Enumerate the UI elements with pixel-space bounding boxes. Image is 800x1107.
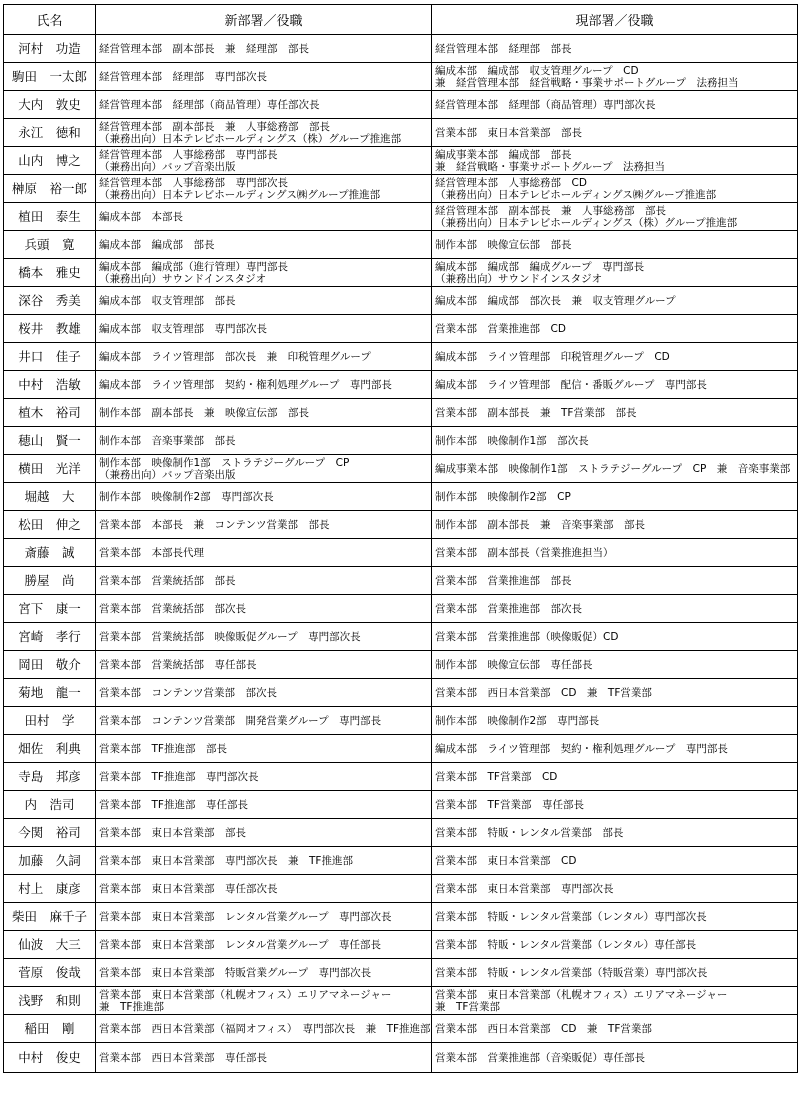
current-position-line: 経営管理本部 経理部 部長 [435, 42, 572, 55]
employee-name: 内 浩司 [4, 791, 96, 819]
employee-name: 勝屋 尚 [4, 567, 96, 595]
header-new-position: 新部署／役職 [96, 5, 432, 35]
new-position-line: 経営管理本部 副本部長 兼 人事総務部 部長 [99, 120, 330, 133]
current-position-cell [432, 539, 798, 567]
current-position-line: 編成本部 編成部 収支管理グループ CD [435, 64, 639, 77]
table-row [4, 175, 798, 203]
employee-name: 兵頭 寛 [4, 231, 96, 259]
current-position-cell [432, 63, 798, 91]
table-row [4, 987, 798, 1015]
table-row [4, 455, 798, 483]
current-position-line: 営業本部 営業推進部 部次長 [435, 602, 582, 615]
current-position-line: 制作本部 映像宣伝部 部長 [435, 238, 572, 251]
new-position-line: 制作本部 副本部長 兼 映像宣伝部 部長 [99, 406, 309, 419]
new-position-cell [96, 399, 432, 427]
current-position-line: 制作本部 映像宣伝部 専任部長 [435, 658, 593, 671]
current-position-line: 編成本部 ライツ管理部 契約・権利処理グループ 専門部長 [435, 742, 728, 755]
current-position-line: 営業本部 西日本営業部 CD 兼 TF営業部 [435, 1022, 652, 1035]
new-position-line: （兼務出向）日本テレビホールディングス（株）グループ推進部 [99, 132, 402, 145]
new-position-line: 経営管理本部 人事総務部 専門部長 [99, 148, 278, 161]
new-position-line: 営業本部 西日本営業部 専任部長 [99, 1051, 267, 1064]
current-position-cell [432, 91, 798, 119]
current-position-line: 経営管理本部 副本部長 兼 人事総務部 部長 [435, 204, 666, 217]
employee-name: 橋本 雅史 [4, 259, 96, 287]
new-position-line: （兼務出向）日本テレビホールディングス㈱グループ推進部 [99, 188, 381, 201]
employee-name: 菊地 龍一 [4, 679, 96, 707]
employee-name: 稲田 剛 [4, 1015, 96, 1043]
new-position-line: 経営管理本部 経理部（商品管理）専任部次長 [99, 98, 320, 111]
current-position-line: 兼 経営戦略・事業サポートグループ 法務担当 [435, 160, 665, 173]
table-row [4, 791, 798, 819]
new-position-line: 営業本部 コンテンツ営業部 部次長 [99, 686, 277, 699]
current-position-line: 編成本部 ライツ管理部 印税管理グループ CD [435, 350, 670, 363]
table-row [4, 735, 798, 763]
new-position-cell [96, 231, 432, 259]
personnel-table [3, 4, 798, 1073]
new-position-line: 制作本部 映像制作2部 専門部次長 [99, 490, 274, 503]
current-position-line: 営業本部 TF営業部 専任部長 [435, 798, 584, 811]
table-row [4, 91, 798, 119]
new-position-cell [96, 679, 432, 707]
table-row [4, 623, 798, 651]
employee-name: 駒田 一太郎 [4, 63, 96, 91]
personnel-sheet [3, 4, 798, 1073]
new-position-line: 営業本部 TF推進部 専任部長 [99, 798, 248, 811]
current-position-line: 営業本部 TF営業部 CD [435, 770, 558, 783]
table-row [4, 595, 798, 623]
current-position-cell [432, 875, 798, 903]
new-position-line: 編成本部 ライツ管理部 契約・権利処理グループ 専門部長 [99, 378, 392, 391]
current-position-line: 制作本部 映像制作2部 専門部長 [435, 714, 600, 727]
current-position-line: 営業本部 東日本営業部 部長 [435, 126, 582, 139]
current-position-cell [432, 259, 798, 287]
employee-name: 桜井 教雄 [4, 315, 96, 343]
current-position-cell [432, 623, 798, 651]
employee-name: 深谷 秀美 [4, 287, 96, 315]
current-position-line: 営業本部 営業推進部 CD [435, 322, 566, 335]
current-position-cell [432, 1015, 798, 1043]
table-row [4, 1043, 798, 1073]
new-position-line: 営業本部 営業統括部 部長 [99, 574, 236, 587]
table-row [4, 903, 798, 931]
current-position-cell [432, 931, 798, 959]
current-position-cell [432, 175, 798, 203]
current-position-line: 兼 TF営業部 [435, 1000, 500, 1013]
employee-name: 中村 浩敏 [4, 371, 96, 399]
new-position-line: 営業本部 TF推進部 専門部次長 [99, 770, 259, 783]
new-position-cell [96, 147, 432, 175]
new-position-cell [96, 315, 432, 343]
new-position-cell [96, 35, 432, 63]
new-position-line: （兼務出向）サウンドインスタジオ [99, 272, 267, 285]
current-position-line: 営業本部 西日本営業部 CD 兼 TF営業部 [435, 686, 652, 699]
header-name: 氏名 [4, 5, 96, 35]
table-row [4, 847, 798, 875]
employee-name: 田村 学 [4, 707, 96, 735]
table-row [4, 315, 798, 343]
employee-name: 菅原 俊哉 [4, 959, 96, 987]
current-position-cell [432, 679, 798, 707]
new-position-cell [96, 791, 432, 819]
current-position-line: 営業本部 営業推進部（音楽販促）専任部長 [435, 1051, 645, 1064]
employee-name: 宮崎 孝行 [4, 623, 96, 651]
employee-name: 加藤 久詞 [4, 847, 96, 875]
new-position-cell [96, 623, 432, 651]
new-position-line: 経営管理本部 経理部 専門部次長 [99, 70, 267, 83]
table-row [4, 427, 798, 455]
current-position-cell [432, 707, 798, 735]
current-position-line: 編成事業本部 編成部 部長 [435, 148, 572, 161]
employee-name: 大内 敦史 [4, 91, 96, 119]
employee-name: 斎藤 誠 [4, 539, 96, 567]
table-row [4, 763, 798, 791]
new-position-cell [96, 1015, 432, 1043]
new-position-line: 営業本部 東日本営業部 レンタル営業グループ 専任部長 [99, 938, 381, 951]
new-position-line: 営業本部 西日本営業部（福岡オフィス） 専門部次長 兼 TF推進部 [99, 1022, 431, 1035]
current-position-cell [432, 819, 798, 847]
table-row [4, 371, 798, 399]
new-position-line: 営業本部 東日本営業部（札幌オフィス）エリアマネージャー [99, 988, 392, 1001]
new-position-cell [96, 847, 432, 875]
current-position-cell [432, 371, 798, 399]
current-position-line: 営業本部 特販・レンタル営業部 部長 [435, 826, 624, 839]
current-position-line: 営業本部 営業推進部（映像販促）CD [435, 630, 619, 643]
employee-name: 植田 泰生 [4, 203, 96, 231]
employee-name: 畑佐 利典 [4, 735, 96, 763]
new-position-cell [96, 511, 432, 539]
table-row [4, 63, 798, 91]
new-position-line: 営業本部 本部長 兼 コンテンツ営業部 部長 [99, 518, 330, 531]
employee-name: 松田 伸之 [4, 511, 96, 539]
new-position-line: 編成本部 本部長 [99, 210, 183, 223]
new-position-line: 営業本部 本部長代理 [99, 546, 204, 559]
current-position-line: 制作本部 映像制作1部 部次長 [435, 434, 589, 447]
header-current-position: 現部署／役職 [432, 5, 798, 35]
current-position-cell [432, 399, 798, 427]
header-row [4, 5, 798, 35]
new-position-cell [96, 539, 432, 567]
new-position-cell [96, 567, 432, 595]
table-row [4, 1015, 798, 1043]
new-position-cell [96, 763, 432, 791]
current-position-cell [432, 343, 798, 371]
new-position-cell [96, 707, 432, 735]
table-row [4, 651, 798, 679]
table-row [4, 119, 798, 147]
new-position-line: 編成本部 収支管理部 専門部次長 [99, 322, 267, 335]
new-position-line: 経営管理本部 人事総務部 専門部次長 [99, 176, 288, 189]
current-position-cell [432, 203, 798, 231]
current-position-line: 制作本部 映像制作2部 CP [435, 490, 571, 503]
current-position-cell [432, 763, 798, 791]
new-position-line: 経営管理本部 副本部長 兼 経理部 部長 [99, 42, 309, 55]
employee-name: 横田 光洋 [4, 455, 96, 483]
new-position-line: 営業本部 東日本営業部 レンタル営業グループ 専門部次長 [99, 910, 392, 923]
current-position-cell [432, 35, 798, 63]
current-position-cell [432, 595, 798, 623]
table-row [4, 147, 798, 175]
new-position-cell [96, 287, 432, 315]
current-position-cell [432, 511, 798, 539]
new-position-cell [96, 63, 432, 91]
table-row [4, 259, 798, 287]
table-row [4, 287, 798, 315]
employee-name: 仙波 大三 [4, 931, 96, 959]
new-position-cell [96, 959, 432, 987]
current-position-cell [432, 287, 798, 315]
current-position-line: 営業本部 副本部長 兼 TF営業部 部長 [435, 406, 637, 419]
employee-name: 中村 俊史 [4, 1043, 96, 1073]
current-position-line: 経営管理本部 経理部（商品管理）専門部次長 [435, 98, 656, 111]
employee-name: 河村 功造 [4, 35, 96, 63]
employee-name: 山内 博之 [4, 147, 96, 175]
new-position-cell [96, 483, 432, 511]
current-position-line: （兼務出向）日本テレビホールディングス（株）グループ推進部 [435, 216, 738, 229]
current-position-cell [432, 315, 798, 343]
current-position-line: （兼務出向）日本テレビホールディングス㈱グループ推進部 [435, 188, 717, 201]
new-position-cell [96, 819, 432, 847]
new-position-line: 編成本部 編成部（進行管理）専門部長 [99, 260, 288, 273]
current-position-cell [432, 987, 798, 1015]
new-position-line: 営業本部 東日本営業部 専門部次長 兼 TF推進部 [99, 854, 353, 867]
table-row [4, 959, 798, 987]
new-position-cell [96, 875, 432, 903]
current-position-line: 営業本部 特販・レンタル営業部（レンタル）専任部長 [435, 938, 697, 951]
current-position-cell [432, 231, 798, 259]
new-position-line: 編成本部 ライツ管理部 部次長 兼 印税管理グループ [99, 350, 371, 363]
new-position-cell [96, 987, 432, 1015]
new-position-line: （兼務出向）バップ音楽出版 [99, 160, 236, 173]
current-position-cell [432, 1043, 798, 1073]
table-row [4, 679, 798, 707]
current-position-line: 編成本部 編成部 編成グループ 専門部長 [435, 260, 645, 273]
current-position-line: 営業本部 東日本営業部 専門部次長 [435, 882, 614, 895]
table-row [4, 707, 798, 735]
current-position-line: 経営管理本部 人事総務部 CD [435, 176, 587, 189]
table-row [4, 539, 798, 567]
current-position-line: 営業本部 営業推進部 部長 [435, 574, 572, 587]
new-position-line: 営業本部 営業統括部 部次長 [99, 602, 246, 615]
new-position-line: 営業本部 東日本営業部 部長 [99, 826, 246, 839]
table-row [4, 819, 798, 847]
employee-name: 村上 康彦 [4, 875, 96, 903]
new-position-cell [96, 259, 432, 287]
current-position-cell [432, 147, 798, 175]
current-position-line: 編成本部 編成部 部次長 兼 収支管理グループ [435, 294, 676, 307]
table-body [4, 35, 798, 1073]
new-position-cell [96, 371, 432, 399]
employee-name: 今関 裕司 [4, 819, 96, 847]
new-position-cell [96, 175, 432, 203]
current-position-cell [432, 651, 798, 679]
employee-name: 柴田 麻千子 [4, 903, 96, 931]
new-position-line: 営業本部 営業統括部 映像販促グループ 専門部次長 [99, 630, 361, 643]
new-position-cell [96, 1043, 432, 1073]
new-position-line: 編成本部 収支管理部 部長 [99, 294, 236, 307]
employee-name: 永江 徳和 [4, 119, 96, 147]
current-position-line: 兼 経営管理本部 経営戦略・事業サポートグループ 法務担当 [435, 76, 739, 89]
current-position-cell [432, 847, 798, 875]
new-position-cell [96, 91, 432, 119]
new-position-line: 営業本部 営業統括部 専任部長 [99, 658, 257, 671]
new-position-line: 兼 TF推進部 [99, 1000, 164, 1013]
current-position-line: 営業本部 副本部長（営業推進担当） [435, 546, 614, 559]
new-position-cell [96, 203, 432, 231]
table-row [4, 203, 798, 231]
new-position-line: 営業本部 東日本営業部 特販営業グループ 専門部次長 [99, 966, 372, 979]
current-position-line: 編成本部 ライツ管理部 配信・番販グループ 専門部長 [435, 378, 707, 391]
current-position-cell [432, 959, 798, 987]
new-position-cell [96, 427, 432, 455]
employee-name: 寺島 邦彦 [4, 763, 96, 791]
new-position-cell [96, 343, 432, 371]
table-row [4, 343, 798, 371]
current-position-line: 営業本部 特販・レンタル営業部（レンタル）専門部次長 [435, 910, 707, 923]
new-position-line: （兼務出向）バップ音楽出版 [99, 468, 236, 481]
current-position-line: 営業本部 特販・レンタル営業部（特販営業）専門部次長 [435, 966, 708, 979]
table-row [4, 875, 798, 903]
new-position-cell [96, 119, 432, 147]
table-row [4, 231, 798, 259]
new-position-line: 制作本部 音楽事業部 部長 [99, 434, 236, 447]
new-position-line: 営業本部 東日本営業部 専任部次長 [99, 882, 278, 895]
current-position-cell [432, 903, 798, 931]
new-position-cell [96, 931, 432, 959]
current-position-cell [432, 455, 798, 483]
employee-name: 堀越 大 [4, 483, 96, 511]
new-position-line: 制作本部 映像制作1部 ストラテジーグループ CP [99, 456, 350, 469]
employee-name: 浅野 和則 [4, 987, 96, 1015]
new-position-cell [96, 903, 432, 931]
current-position-line: 編成事業本部 映像制作1部 ストラテジーグループ CP 兼 音楽事業部 [435, 462, 791, 475]
current-position-cell [432, 791, 798, 819]
current-position-line: 制作本部 副本部長 兼 音楽事業部 部長 [435, 518, 645, 531]
current-position-cell [432, 483, 798, 511]
new-position-cell [96, 455, 432, 483]
new-position-line: 営業本部 コンテンツ営業部 開発営業グループ 専門部長 [99, 714, 382, 727]
new-position-cell [96, 651, 432, 679]
new-position-cell [96, 595, 432, 623]
employee-name: 穂山 賢一 [4, 427, 96, 455]
current-position-cell [432, 119, 798, 147]
current-position-line: （兼務出向）サウンドインスタジオ [435, 272, 603, 285]
employee-name: 宮下 康一 [4, 595, 96, 623]
employee-name: 榊原 裕一郎 [4, 175, 96, 203]
employee-name: 植木 裕司 [4, 399, 96, 427]
current-position-line: 営業本部 東日本営業部 CD [435, 854, 577, 867]
new-position-line: 編成本部 編成部 部長 [99, 238, 215, 251]
employee-name: 岡田 敬介 [4, 651, 96, 679]
table-row [4, 567, 798, 595]
table-row [4, 483, 798, 511]
current-position-cell [432, 567, 798, 595]
new-position-line: 営業本部 TF推進部 部長 [99, 742, 227, 755]
current-position-cell [432, 427, 798, 455]
employee-name: 井口 佳子 [4, 343, 96, 371]
new-position-cell [96, 735, 432, 763]
table-row [4, 399, 798, 427]
table-row [4, 511, 798, 539]
table-row [4, 931, 798, 959]
table-row [4, 35, 798, 63]
current-position-line: 営業本部 東日本営業部（札幌オフィス）エリアマネージャー [435, 988, 728, 1001]
current-position-cell [432, 735, 798, 763]
